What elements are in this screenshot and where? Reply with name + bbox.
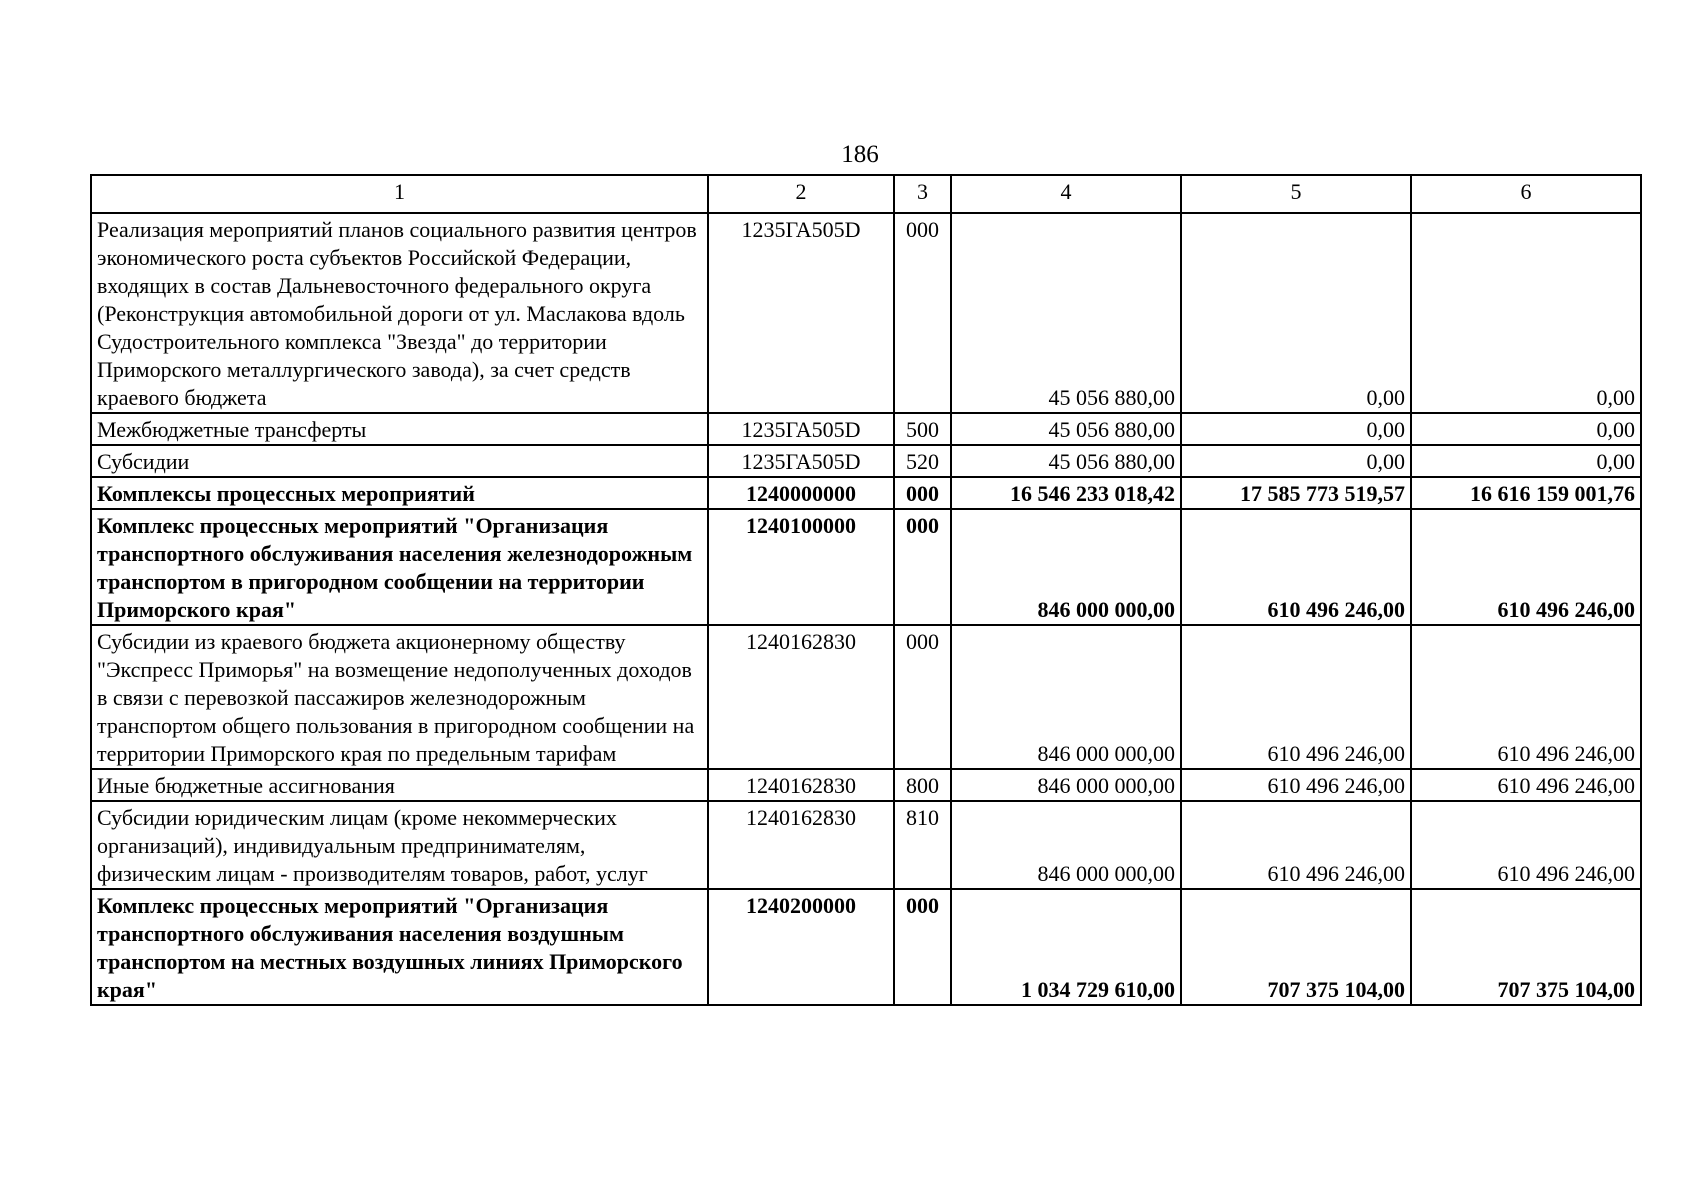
amount-col-4: 16 546 233 018,42	[951, 477, 1181, 509]
column-number: 4	[951, 175, 1181, 213]
amount-col-5: 0,00	[1181, 445, 1411, 477]
table-row	[91, 213, 1641, 413]
expense-type-code: 800	[894, 769, 951, 801]
amount-col-4: 846 000 000,00	[951, 625, 1181, 769]
row-name: Комплекс процессных мероприятий "Организация транспортного обслуживания населения железнодорожным транспортом в пригородном сообщении на территории Приморского края"	[91, 509, 708, 625]
amount-col-5: 17 585 773 519,57	[1181, 477, 1411, 509]
amount-col-6: 0,00	[1411, 445, 1641, 477]
table-row	[91, 509, 1641, 625]
amount-col-5: 610 496 246,00	[1181, 625, 1411, 769]
column-number: 2	[708, 175, 894, 213]
row-name: Субсидии из краевого бюджета акционерному обществу "Экспресс Приморья" на возмещение недополученных доходов в связи с перевозкой пассажиров железнодорожным транспортом общего пользования в пригородном сообщении на территории Приморского края по предельным тарифам	[91, 625, 708, 769]
row-name: Межбюджетные трансферты	[91, 413, 708, 445]
amount-col-4: 45 056 880,00	[951, 213, 1181, 413]
column-number: 3	[894, 175, 951, 213]
amount-col-6: 0,00	[1411, 213, 1641, 413]
column-number: 1	[91, 175, 708, 213]
expense-type-code: 500	[894, 413, 951, 445]
amount-col-6: 0,00	[1411, 413, 1641, 445]
amount-col-6: 707 375 104,00	[1411, 889, 1641, 1005]
amount-col-6: 610 496 246,00	[1411, 625, 1641, 769]
column-number-row	[91, 175, 1641, 213]
budget-table	[90, 174, 1642, 1006]
amount-col-4: 45 056 880,00	[951, 413, 1181, 445]
target-article-code: 1240162830	[708, 801, 894, 889]
expense-type-code: 000	[894, 889, 951, 1005]
target-article-code: 1235ГА505D	[708, 413, 894, 445]
amount-col-5: 610 496 246,00	[1181, 769, 1411, 801]
row-name: Субсидии юридическим лицам (кроме некоммерческих организаций), индивидуальным предпринимателям, физическим лицам - производителям товаров, работ, услуг	[91, 801, 708, 889]
expense-type-code: 520	[894, 445, 951, 477]
amount-col-5: 0,00	[1181, 213, 1411, 413]
column-number: 6	[1411, 175, 1641, 213]
column-number: 5	[1181, 175, 1411, 213]
amount-col-5: 0,00	[1181, 413, 1411, 445]
page-number: 186	[841, 141, 879, 168]
amount-col-4: 45 056 880,00	[951, 445, 1181, 477]
row-name: Комплекс процессных мероприятий "Организация транспортного обслуживания населения воздушным транспортом на местных воздушных линиях Приморского края"	[91, 889, 708, 1005]
table-row	[91, 477, 1641, 509]
row-name: Комплексы процессных мероприятий	[91, 477, 708, 509]
table-row	[91, 889, 1641, 1005]
target-article-code: 1240162830	[708, 769, 894, 801]
row-name: Иные бюджетные ассигнования	[91, 769, 708, 801]
amount-col-6: 610 496 246,00	[1411, 769, 1641, 801]
table-row	[91, 445, 1641, 477]
table-row	[91, 625, 1641, 769]
amount-col-4: 846 000 000,00	[951, 509, 1181, 625]
expense-type-code: 000	[894, 477, 951, 509]
amount-col-5: 610 496 246,00	[1181, 801, 1411, 889]
amount-col-6: 16 616 159 001,76	[1411, 477, 1641, 509]
table-row	[91, 801, 1641, 889]
target-article-code: 1240162830	[708, 625, 894, 769]
amount-col-4: 846 000 000,00	[951, 769, 1181, 801]
target-article-code: 1240200000	[708, 889, 894, 1005]
amount-col-6: 610 496 246,00	[1411, 801, 1641, 889]
amount-col-4: 1 034 729 610,00	[951, 889, 1181, 1005]
target-article-code: 1240000000	[708, 477, 894, 509]
target-article-code: 1235ГА505D	[708, 213, 894, 413]
row-name: Реализация мероприятий планов социального развития центров экономического роста субъектов Российской Федерации, входящих в состав Дальневосточного федерального округа (Реконструкция автомобильной дороги от ул. Маслакова вдоль Судостроительного комплекса "Звезда" до территории Приморского металлургического завода), за счет средств краевого бюджета	[91, 213, 708, 413]
amount-col-5: 707 375 104,00	[1181, 889, 1411, 1005]
expense-type-code: 000	[894, 509, 951, 625]
amount-col-5: 610 496 246,00	[1181, 509, 1411, 625]
target-article-code: 1235ГА505D	[708, 445, 894, 477]
expense-type-code: 810	[894, 801, 951, 889]
expense-type-code: 000	[894, 625, 951, 769]
row-name: Субсидии	[91, 445, 708, 477]
target-article-code: 1240100000	[708, 509, 894, 625]
table-row	[91, 769, 1641, 801]
amount-col-6: 610 496 246,00	[1411, 509, 1641, 625]
amount-col-4: 846 000 000,00	[951, 801, 1181, 889]
expense-type-code: 000	[894, 213, 951, 413]
table-row	[91, 413, 1641, 445]
